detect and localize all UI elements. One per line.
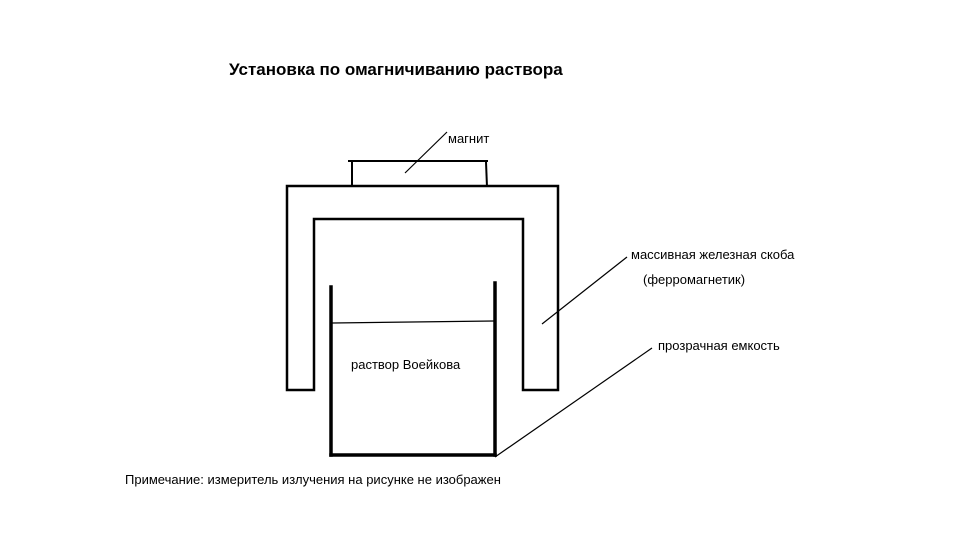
bracket-leader-line <box>542 257 627 324</box>
solution-surface-line <box>333 321 493 323</box>
bracket-label-note: (ферромагнетик) <box>643 272 746 287</box>
magnet-label: магнит <box>448 131 490 146</box>
diagram-title: Установка по омагничиванию раствора <box>229 60 563 79</box>
footnote: Примечание: измеритель излучения на рисунке не изображен <box>125 472 501 487</box>
solution-label: раствор Воейкова <box>351 357 461 372</box>
container-label: прозрачная емкость <box>658 338 780 353</box>
bracket-label: массивная железная скоба <box>631 247 795 262</box>
magnet-shape <box>348 161 488 187</box>
magnet-leader-line <box>405 132 447 173</box>
container-leader-line <box>495 348 652 457</box>
